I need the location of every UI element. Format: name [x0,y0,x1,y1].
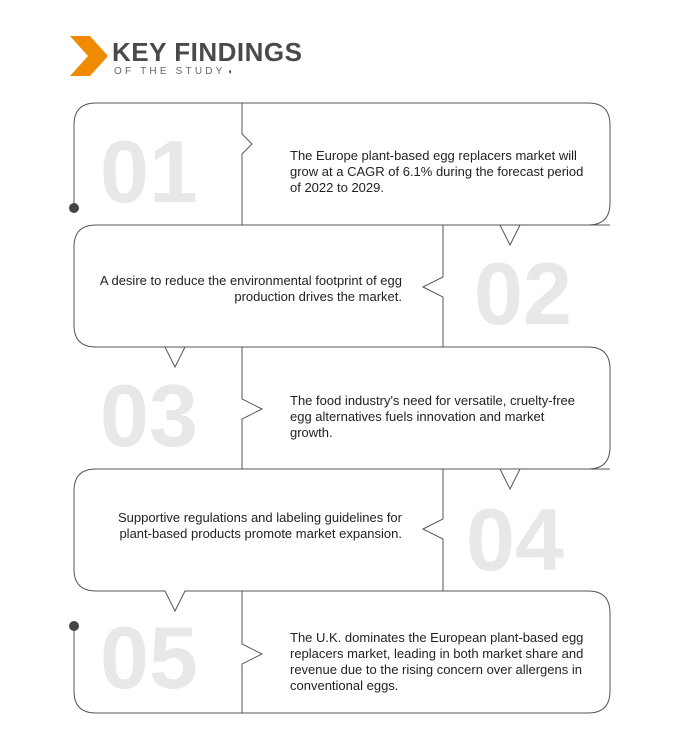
page-title: KEY FINDINGS [112,37,303,67]
finding-number-2: 02 [474,244,572,343]
start-dot [69,203,79,213]
finding-number-3: 03 [100,366,198,465]
finding-number-5: 05 [100,608,198,707]
finding-number-1: 01 [100,122,198,221]
finding-text-3: The food industry's need for versatile, cruelty-free egg alternatives fuels innovation and market growth. [290,393,576,440]
finding-text-4: Supportive regulations and labeling guidelines for plant-based products promote market expansion. [117,510,402,541]
crescent-icon: ◖ [227,67,236,76]
finding-number-4: 04 [466,490,564,589]
finding-text-1: The Europe plant-based egg replacers market will grow at a CAGR of 6.1% during the forecast period of 2022 to 2029. [290,148,584,195]
finding-text-5: The U.K. dominates the European plant-based egg replacers market, leading in both market share and revenue due to the rising concern over allergens in conventional eggs. [290,630,584,693]
end-dot [69,621,79,631]
finding-text-2: A desire to reduce the environmental footprint of egg production drives the market. [99,273,402,304]
page-subtitle: OF THE STUDY ◖ [114,66,236,77]
